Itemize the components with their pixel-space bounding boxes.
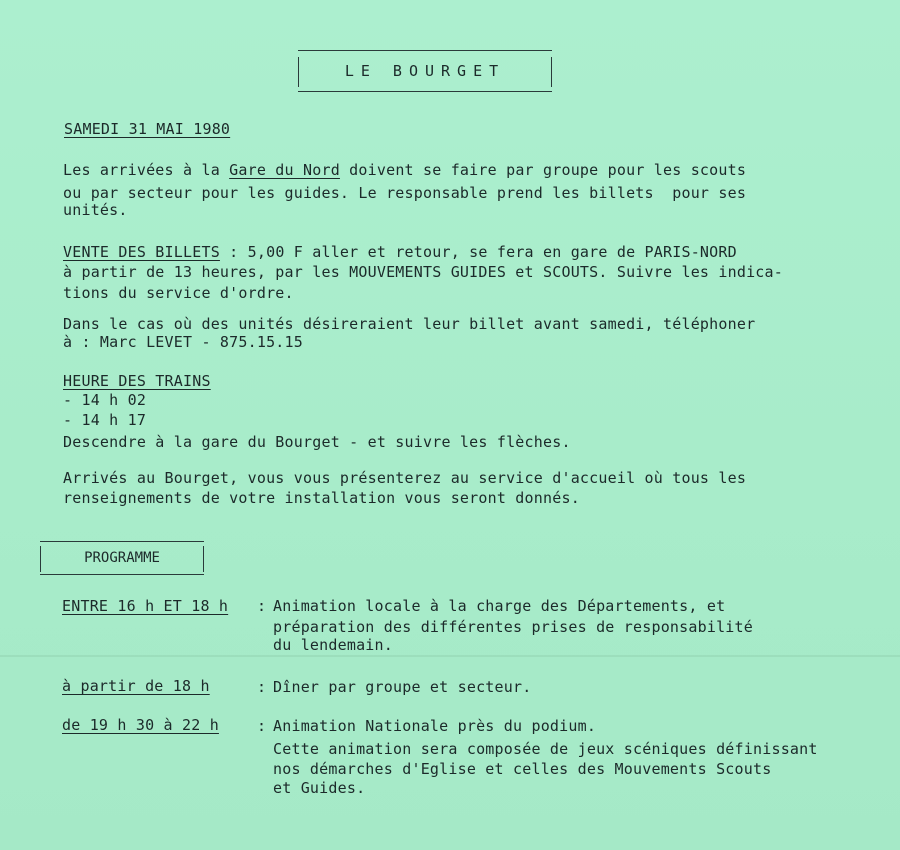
trains-heading: HEURE DES TRAINS: [63, 372, 211, 390]
programme-heading: PROGRAMME: [84, 550, 160, 566]
programme-separator: :: [257, 597, 267, 615]
programme-time: ENTRE 16 h ET 18 h: [62, 597, 229, 615]
programme-time: de 19 h 30 à 22 h: [62, 716, 219, 734]
paper-fold: [0, 655, 900, 657]
programme-text: nos démarches d'Eglise et celles des Mouvements Scouts: [273, 760, 772, 778]
welcome-line-1: Arrivés au Bourget, vous vous présenterez au service d'accueil où tous les: [63, 469, 747, 487]
programme-time: à partir de 18 h: [62, 677, 210, 695]
station-name: Gare du Nord: [229, 161, 340, 179]
programme-text: Animation Nationale près du podium.: [273, 717, 597, 735]
programme-text: préparation des différentes prises de responsabilité: [273, 618, 753, 636]
welcome-line-2: renseignements de votre installation vous seront donnés.: [63, 489, 580, 507]
programme-box: [40, 541, 204, 575]
tickets-line-1: VENTE DES BILLETS : 5,00 F aller et retour, se fera en gare de PARIS-NORD: [63, 243, 737, 261]
programme-text: du lendemain.: [273, 636, 393, 654]
arrivals-line-3: unités.: [63, 201, 128, 219]
date-heading: SAMEDI 31 MAI 1980: [64, 120, 231, 138]
document-title: LE BOURGET: [344, 62, 506, 80]
programme-text: Cette animation sera composée de jeux scéniques définissant: [273, 740, 818, 758]
arrivals-line-2: ou par secteur pour les guides. Le responsable prend les billets pour ses: [63, 184, 747, 202]
programme-text: et Guides.: [273, 779, 366, 797]
programme-text: Animation locale à la charge des Départements, et: [273, 597, 726, 615]
tickets-line-3: tions du service d'ordre.: [63, 284, 294, 302]
arrivals-line-1: Les arrivées à la Gare du Nord doivent se faire par groupe pour les scouts: [63, 161, 747, 179]
title-box: [298, 50, 552, 92]
train-time: - 14 h 17: [63, 411, 147, 429]
programme-separator: :: [257, 678, 267, 696]
phone-line-1: Dans le cas où des unités désireraient leur billet avant samedi, téléphoner: [63, 315, 756, 333]
phone-line-2: à : Marc LEVET - 875.15.15: [63, 333, 303, 351]
programme-separator: :: [257, 717, 267, 735]
train-time: - 14 h 02: [63, 391, 147, 409]
tickets-heading: VENTE DES BILLETS: [63, 243, 220, 261]
tickets-line-2: à partir de 13 heures, par les MOUVEMENTS GUIDES et SCOUTS. Suivre les indica-: [63, 263, 783, 281]
trains-directions: Descendre à la gare du Bourget - et suivre les flèches.: [63, 433, 571, 451]
programme-text: Dîner par groupe et secteur.: [273, 678, 532, 696]
